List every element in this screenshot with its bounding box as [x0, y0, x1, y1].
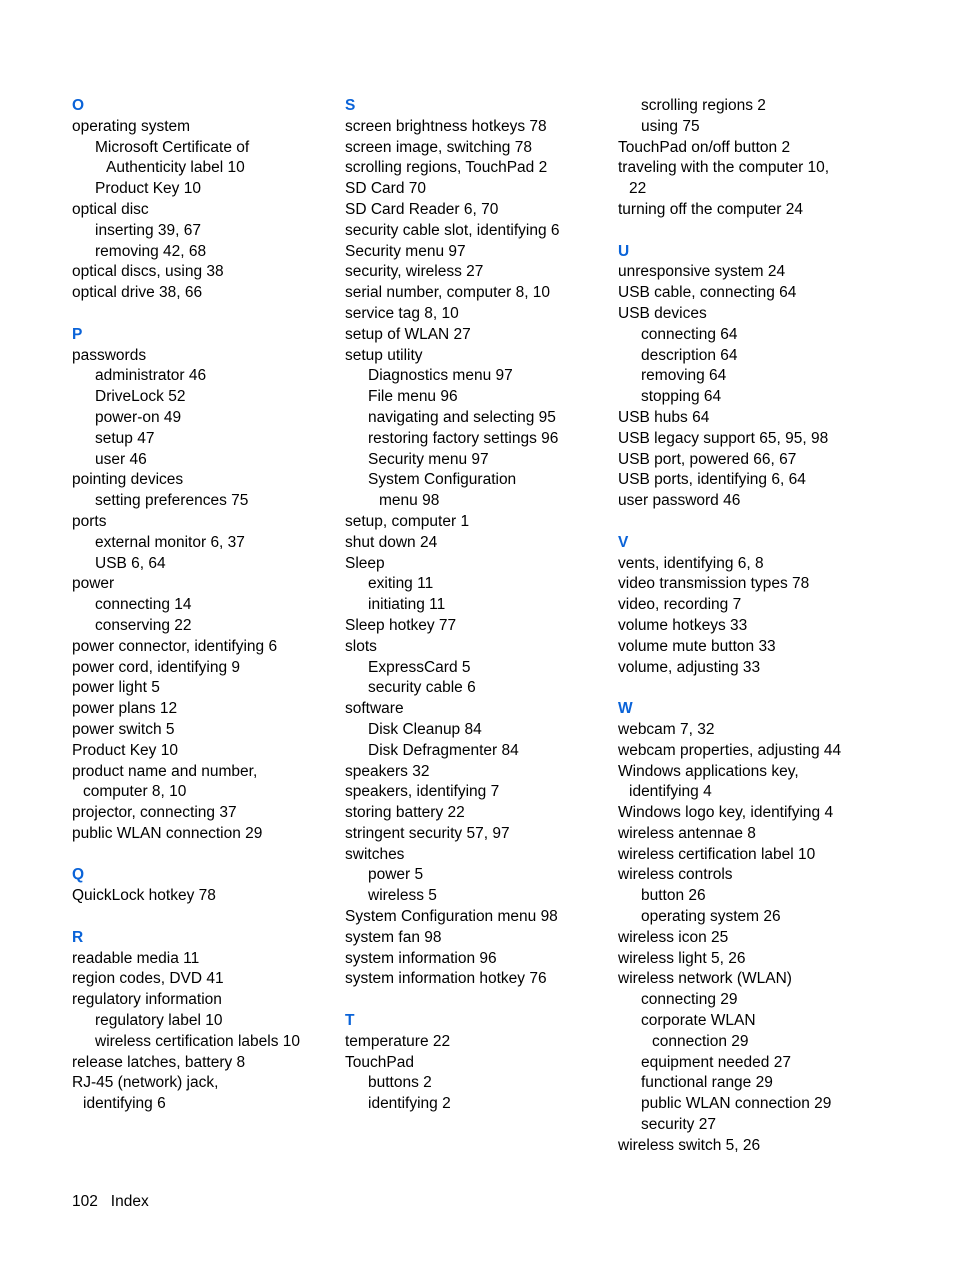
index-subentry: connecting 29 [641, 991, 738, 1009]
index-subentry: buttons 2 [368, 1074, 432, 1092]
index-subentry: wireless 5 [368, 887, 437, 905]
index-entry: turning off the computer 24 [618, 200, 803, 218]
index-entry: storing battery 22 [345, 804, 465, 822]
index-entry: regulatory information [72, 991, 222, 1009]
index-entry: USB ports, identifying 6, 64 [618, 471, 806, 489]
index-entry: speakers, identifying 7 [345, 783, 500, 801]
index-entry: passwords [72, 346, 147, 364]
index-subentry: DriveLock 52 [95, 388, 186, 406]
index-entry: power connector, identifying 6 [72, 637, 278, 655]
index-subentry: Microsoft Certificate of [95, 138, 250, 156]
index-subentry: menu 98 [379, 492, 440, 510]
index-subentry: identifying 2 [368, 1095, 451, 1113]
page-footer [72, 1192, 149, 1213]
index-entry: Security menu 97 [345, 242, 466, 260]
index-entry: SD Card 70 [345, 180, 426, 198]
index-entry: region codes, DVD 41 [72, 970, 224, 988]
index-entry: vents, identifying 6, 8 [618, 554, 764, 572]
index-column-1 [72, 96, 327, 1115]
index-subentry: external monitor 6, 37 [95, 533, 245, 551]
index-entry: setup of WLAN 27 [345, 325, 471, 343]
index-subentry: button 26 [641, 887, 706, 905]
index-subentry: inserting 39, 67 [95, 221, 201, 239]
index-entry: USB hubs 64 [618, 408, 710, 426]
index-entry: slots [345, 637, 377, 655]
index-subentry: Security menu 97 [368, 450, 489, 468]
index-subentry: USB 6, 64 [95, 554, 166, 572]
index-entry: USB port, powered 66, 67 [618, 450, 797, 468]
index-entry: security, wireless 27 [345, 263, 484, 281]
index-entry: Sleep [345, 554, 385, 572]
index-entry: pointing devices [72, 471, 184, 489]
index-entry: volume mute button 33 [618, 637, 776, 655]
index-entry: unresponsive system 24 [618, 263, 786, 281]
index-subentry: equipment needed 27 [641, 1053, 791, 1071]
index-column-3 [618, 96, 878, 1157]
index-subentry: Authenticity label 10 [106, 159, 245, 177]
index-entry: wireless network (WLAN) [618, 970, 792, 988]
index-entry: optical disc [72, 200, 149, 218]
index-subentry: Disk Cleanup 84 [368, 720, 482, 738]
index-subentry: conserving 22 [95, 616, 192, 634]
index-subentry: connection 29 [652, 1032, 749, 1050]
index-entry: wireless switch 5, 26 [618, 1136, 761, 1154]
index-entry: shut down 24 [345, 533, 438, 551]
index-entry-continuation: computer 8, 10 [83, 783, 187, 801]
index-entry: software [345, 700, 404, 718]
index-subentry: functional range 29 [641, 1074, 773, 1092]
index-subentry: removing 42, 68 [95, 242, 207, 260]
index-entry: wireless antennae 8 [618, 824, 756, 842]
index-entry: USB legacy support 65, 95, 98 [618, 429, 829, 447]
index-subentry: user 46 [95, 450, 147, 468]
index-entry: serial number, computer 8, 10 [345, 284, 551, 302]
index-subentry: exiting 11 [368, 575, 434, 593]
index-entry: webcam 7, 32 [618, 720, 715, 738]
index-entry: power switch 5 [72, 720, 175, 738]
index-subentry: power 5 [368, 866, 424, 884]
index-entry: service tag 8, 10 [345, 304, 459, 322]
index-subentry: Diagnostics menu 97 [368, 367, 513, 385]
index-entry: optical discs, using 38 [72, 263, 224, 281]
index-entry: wireless icon 25 [618, 928, 729, 946]
index-entry: release latches, battery 8 [72, 1053, 246, 1071]
index-letter-heading: T [345, 1012, 355, 1030]
index-entry: traveling with the computer 10, [618, 159, 830, 177]
index-subentry: connecting 64 [641, 325, 738, 343]
index-entry: readable media 11 [72, 949, 200, 967]
index-letter-heading: R [72, 928, 84, 946]
index-subentry: initiating 11 [368, 596, 446, 614]
index-subentry: security cable 6 [368, 679, 476, 697]
index-entry: video, recording 7 [618, 596, 742, 614]
index-entry: Windows applications key, [618, 762, 799, 780]
index-entry: QuickLock hotkey 78 [72, 887, 216, 905]
index-subentry: setup 47 [95, 429, 155, 447]
index-entry: SD Card Reader 6, 70 [345, 200, 499, 218]
index-entry: speakers 32 [345, 762, 430, 780]
index-letter-heading: Q [72, 866, 85, 884]
index-entry: Windows logo key, identifying 4 [618, 804, 834, 822]
index-entry: system information 96 [345, 949, 497, 967]
index-entry: operating system [72, 117, 191, 135]
index-entry-continuation: identifying 6 [83, 1095, 166, 1113]
index-subentry: setting preferences 75 [95, 492, 249, 510]
index-entry: webcam properties, adjusting 44 [618, 741, 842, 759]
index-entry: screen image, switching 78 [345, 138, 532, 156]
index-letter-heading: P [72, 325, 83, 343]
index-subentry: public WLAN connection 29 [641, 1095, 832, 1113]
index-entry: TouchPad [345, 1053, 414, 1071]
index-subentry: connecting 14 [95, 596, 192, 614]
index-subentry: ExpressCard 5 [368, 658, 471, 676]
index-letter-heading: V [618, 533, 629, 551]
index-entry: system information hotkey 76 [345, 970, 547, 988]
index-letter-heading: S [345, 97, 356, 114]
index-entry: system fan 98 [345, 928, 442, 946]
index-subentry: regulatory label 10 [95, 1012, 223, 1030]
index-entry: user password 46 [618, 492, 741, 510]
index-subentry: description 64 [641, 346, 738, 364]
index-entry: scrolling regions, TouchPad 2 [345, 159, 548, 177]
index-subentry: administrator 46 [95, 367, 207, 385]
index-letter-heading: O [72, 97, 85, 114]
index-entry: wireless light 5, 26 [618, 949, 746, 967]
index-subentry: corporate WLAN [641, 1012, 756, 1030]
index-entry: setup utility [345, 346, 423, 364]
index-entry: power light 5 [72, 679, 160, 697]
index-entry: wireless controls [618, 866, 733, 884]
index-subentry: Disk Defragmenter 84 [368, 741, 519, 759]
section-title: Index [110, 1193, 149, 1210]
index-subentry: power-on 49 [95, 408, 182, 426]
index-entry: projector, connecting 37 [72, 804, 237, 822]
index-letter-heading: U [618, 242, 630, 260]
index-entry: Product Key 10 [72, 741, 178, 759]
index-entry: public WLAN connection 29 [72, 824, 263, 842]
index-entry: security cable slot, identifying 6 [345, 221, 560, 239]
index-entry: screen brightness hotkeys 78 [345, 117, 547, 135]
index-subentry: wireless certification labels 10 [95, 1032, 301, 1050]
index-entry: video transmission types 78 [618, 575, 810, 593]
index-subentry: operating system 26 [641, 908, 781, 926]
index-subentry: File menu 96 [368, 388, 458, 406]
index-entry: power [72, 575, 115, 593]
index-subentry: scrolling regions 2 [641, 97, 766, 114]
index-entry: Sleep hotkey 77 [345, 616, 457, 634]
index-column-2 [345, 96, 600, 1115]
index-entry: stringent security 57, 97 [345, 824, 510, 842]
index-entry: TouchPad on/off button 2 [618, 138, 791, 156]
index-entry: optical drive 38, 66 [72, 284, 203, 302]
index-subentry: using 75 [641, 117, 700, 135]
index-entry: volume hotkeys 33 [618, 616, 748, 634]
index-entry: USB cable, connecting 64 [618, 284, 797, 302]
index-entry: product name and number, [72, 762, 258, 780]
index-entry: ports [72, 512, 107, 530]
index-entry: temperature 22 [345, 1032, 451, 1050]
index-entry: System Configuration menu 98 [345, 908, 558, 926]
index-entry-continuation: 22 [629, 180, 647, 198]
index-entry: RJ-45 (network) jack, [72, 1074, 219, 1092]
index-entry-continuation: identifying 4 [629, 783, 712, 801]
index-subentry: restoring factory settings 96 [368, 429, 559, 447]
index-subentry: removing 64 [641, 367, 727, 385]
index-subentry: security 27 [641, 1116, 716, 1134]
index-entry: wireless certification label 10 [618, 845, 816, 863]
index-subentry: navigating and selecting 95 [368, 408, 556, 426]
index-subentry: Product Key 10 [95, 180, 201, 198]
index-subentry: stopping 64 [641, 388, 722, 406]
index-entry: power plans 12 [72, 700, 178, 718]
index-letter-heading: W [618, 700, 633, 718]
index-entry: USB devices [618, 304, 707, 322]
index-entry: power cord, identifying 9 [72, 658, 241, 676]
page-number: 102 [72, 1193, 98, 1210]
index-subentry: System Configuration [368, 471, 517, 489]
index-entry: switches [345, 845, 405, 863]
index-entry: setup, computer 1 [345, 512, 470, 530]
index-entry: volume, adjusting 33 [618, 658, 761, 676]
